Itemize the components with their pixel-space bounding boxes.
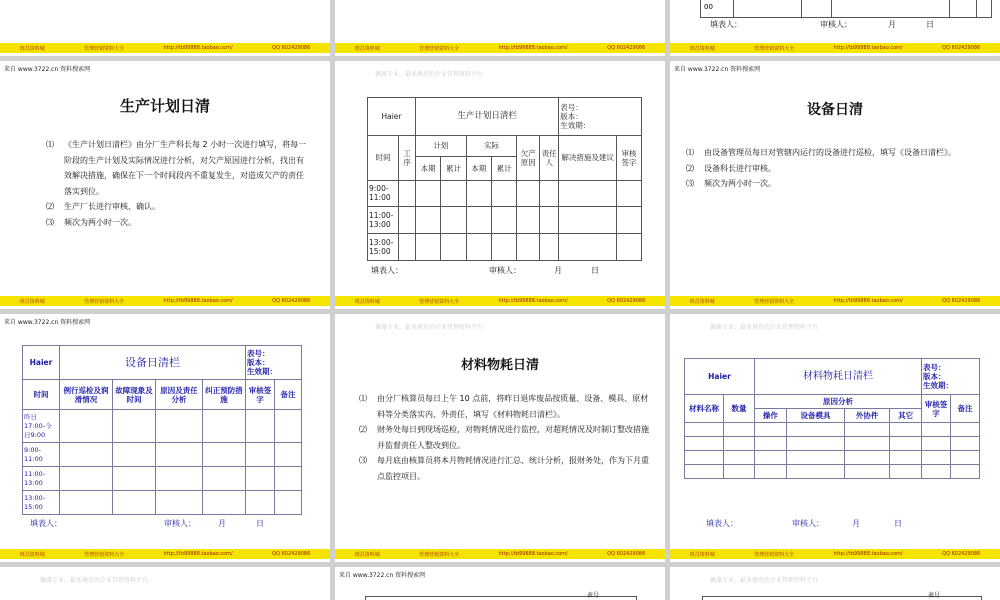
- list-item: ⑵ 生产厂长进行审核、确认。: [46, 202, 160, 211]
- equipment-table: Haier 设备日清栏 表号： 版本： 生效期： 时间 例行巡检及润滑情况 故障现象及时间 原因及责任分析 纠正预防措施 审核签字 备注 昨日17:00-今日9:00 9:00-11:00 11:00-13:00 13:00-15:00: [22, 345, 302, 515]
- list-item: ⑶ 频次为两小时一次。: [686, 179, 776, 188]
- slide-bottom-right: 佩藻专业，最多规范的企业管理资料平台 表号: [670, 567, 1000, 600]
- watermark: 佩藻专业，最多规范的企业管理资料平台: [375, 71, 484, 78]
- slide-title: 设备日清: [807, 102, 863, 118]
- footer-bar: 班昌资料城 管理营销资料大全 http://tb99888.taobao.com/ QQ 602429086: [335, 549, 665, 559]
- source-label: 来自 www.3722.cn 资料搜索网: [339, 572, 426, 579]
- table-title: 设备日清栏: [60, 346, 246, 380]
- footer-bar: 班昌资料城 管理营销资料大全 http://tb99888.taobao.com/ QQ 602429086: [670, 296, 1000, 306]
- list-item: ⑵ 设备科长进行审核。: [686, 163, 776, 173]
- watermark: 佩藻专业，最多规范的企业管理资料平台: [375, 324, 484, 331]
- brand-label: Haier: [685, 359, 755, 395]
- watermark: 佩藻专业，最多规范的企业管理资料平台: [710, 324, 819, 331]
- slide-material-table: 佩藻专业，最多规范的企业管理资料平台 Haier 材料物耗日清栏 表号： 版本： 生效期： 材料名称 数量 原因分析 审核签字 备注 操作 设备模具 外协件 其它 填表人： 审核人： 月 日 班昌资料城 管理营销资料大全 http://tb99888.taobao.com/ QQ 602429086: [670, 314, 1000, 562]
- list-item: ⑴ 由设备管理员每日对管辖内运行的设备进行巡检，填写《设备日清栏》。: [686, 148, 956, 157]
- table-title: 生产计划日清栏: [416, 98, 559, 136]
- production-plan-table: Haier 生产计划日清栏 表号： 版本： 生效期： 时间 工序 计划 实际 欠产原因 责任人 解决措施及建议 审核签字 本期 累计 本期 累计 9:00-11:00 11:00-13:00 13:00-15:00: [367, 97, 642, 261]
- table-row: 11:00-13:00: [368, 207, 642, 234]
- table-row: 9:00-11:00: [23, 443, 302, 467]
- footer-bar: 班昌资料城 管理营销资料大全 http://tb99888.taobao.com/ QQ 602429086: [335, 296, 665, 306]
- source-label: 来自 www.3722.cn 资料搜索网: [4, 66, 91, 73]
- slide-bottom-mid: 来自 www.3722.cn 资料搜索网 表号: [335, 567, 665, 600]
- slide-top-mid: [335, 0, 665, 56]
- slide-material-text: [335, 314, 665, 562]
- table-title: 材料物耗日清栏: [755, 359, 922, 395]
- slide-top-right: 00 填表人： 审核人： 月 日 班昌资料城 管理营销资料大全 http://tb99888.taobao.com/ QQ 602429086: [670, 0, 1000, 56]
- table-row: 13:00-15:00: [368, 234, 642, 261]
- slide-production-plan-text: [0, 61, 330, 309]
- list-item: ⑶ 每月底由核算员将本月物耗情况进行汇总、统计分析，报财务处，作为下月重点监控项目。: [359, 456, 649, 481]
- list-item: ⑵ 财务处每日到现场巡检，对物耗情况进行监控，对超耗情况及时制订整改措施并监督责任人整改到位。: [359, 425, 649, 450]
- slide-equipment-text: [670, 61, 1000, 309]
- instruction-list: [46, 137, 308, 230]
- slide-top-left: [0, 0, 330, 56]
- source-label: 来自 www.3722.cn 资料搜索网: [674, 66, 761, 73]
- material-table: Haier 材料物耗日清栏 表号： 版本： 生效期： 材料名称 数量 原因分析 审核签字 备注 操作 设备模具 外协件 其它: [684, 358, 980, 479]
- table-row: [685, 451, 980, 465]
- slide-title: 材料物耗日清: [460, 358, 539, 373]
- instruction-list: [686, 145, 998, 192]
- table-row: 9:00-11:00: [368, 180, 642, 207]
- footer-bar: 班昌资料城 管理营销资料大全 http://tb99888.taobao.com/ QQ 602429086: [0, 43, 330, 53]
- brand-label: Haier: [23, 346, 60, 380]
- table-meta: 表号： 版本： 生效期：: [559, 98, 642, 136]
- table-meta: 表号： 版本： 生效期：: [922, 359, 980, 395]
- slide-title: 生产计划日清: [119, 97, 210, 115]
- instruction-list: [359, 391, 649, 484]
- table-row: [685, 423, 980, 437]
- footer-bar: 班昌资料城 管理营销资料大全 http://tb99888.taobao.com/ QQ 602429086: [335, 43, 665, 53]
- table-meta: 表号： 版本： 生效期：: [246, 346, 302, 380]
- source-label: 来自 www.3722.cn 资料搜索网: [4, 319, 91, 326]
- table-row: [685, 465, 980, 479]
- footer-bar: 班昌资料城 管理营销资料大全 http://tb99888.taobao.com/ QQ 602429086: [670, 43, 1000, 53]
- list-item: ⑴ 由分厂核算员每日上午 10 点前，将昨日退库废品按质量、设备、模具、原材料等分类落实内、外责任，填写《材料物耗日清栏》。: [359, 394, 649, 419]
- list-item: ⑶ 频次为两小时一次。: [46, 217, 136, 227]
- watermark: 佩藻专业，最多规范的企业管理资料平台: [40, 577, 149, 584]
- table-row: [685, 437, 980, 451]
- slide-bottom-left: [0, 567, 330, 600]
- footer-bar: 班昌资料城 管理营销资料大全 http://tb99888.taobao.com/ QQ 602429086: [0, 296, 330, 306]
- list-item: ⑴ 《生产计划日清栏》由分厂生产科长每 2 小时一次进行填写，将每一阶段的生产计划及实际情况进行分析，对欠产原因进行分析，找出有效解决措施，确保在下一个时间段内不重复发生，对造成欠产的责任落实到位。: [46, 140, 307, 196]
- table-row: 13:00-15:00: [23, 491, 302, 515]
- partial-table: 00: [700, 0, 992, 18]
- table-row: 11:00-13:00: [23, 467, 302, 491]
- footer-bar: 班昌资料城 管理营销资料大全 http://tb99888.taobao.com/ QQ 602429086: [0, 549, 330, 559]
- brand-label: Haier: [368, 98, 416, 136]
- footer-bar: 班昌资料城 管理营销资料大全 http://tb99888.taobao.com/ QQ 602429086: [670, 549, 1000, 559]
- watermark: 佩藻专业，最多规范的企业管理资料平台: [710, 577, 819, 584]
- slide-equipment-table: 来自 www.3722.cn 资料搜索网 Haier 设备日清栏 表号： 版本： 生效期： 时间 例行巡检及润滑情况 故障现象及时间 原因及责任分析 纠正预防措施 审核签字 备注 昨日17:00-今日9:00 9:00-11:00 11:00-13:00 13:00-15:00 填表人： 审核人： 月 日 班昌资料城 管理营销资料大全 http://tb99888.taobao.com/ QQ 602429086: [0, 314, 330, 562]
- table-row: 昨日17:00-今日9:00: [23, 410, 302, 443]
- slide-production-plan-table: 佩藻专业，最多规范的企业管理资料平台 Haier 生产计划日清栏 表号： 版本： 生效期： 时间 工序 计划 实际 欠产原因 责任人 解决措施及建议 审核签字 本期 累计 本期 累计 9:00-11:00 11:00-13:00 13:00-15:00 填表人： 审核人： 月 日 班昌资料城 管理营销资料大全 http://tb99888.taobao.com/ QQ 602429086: [335, 61, 665, 309]
